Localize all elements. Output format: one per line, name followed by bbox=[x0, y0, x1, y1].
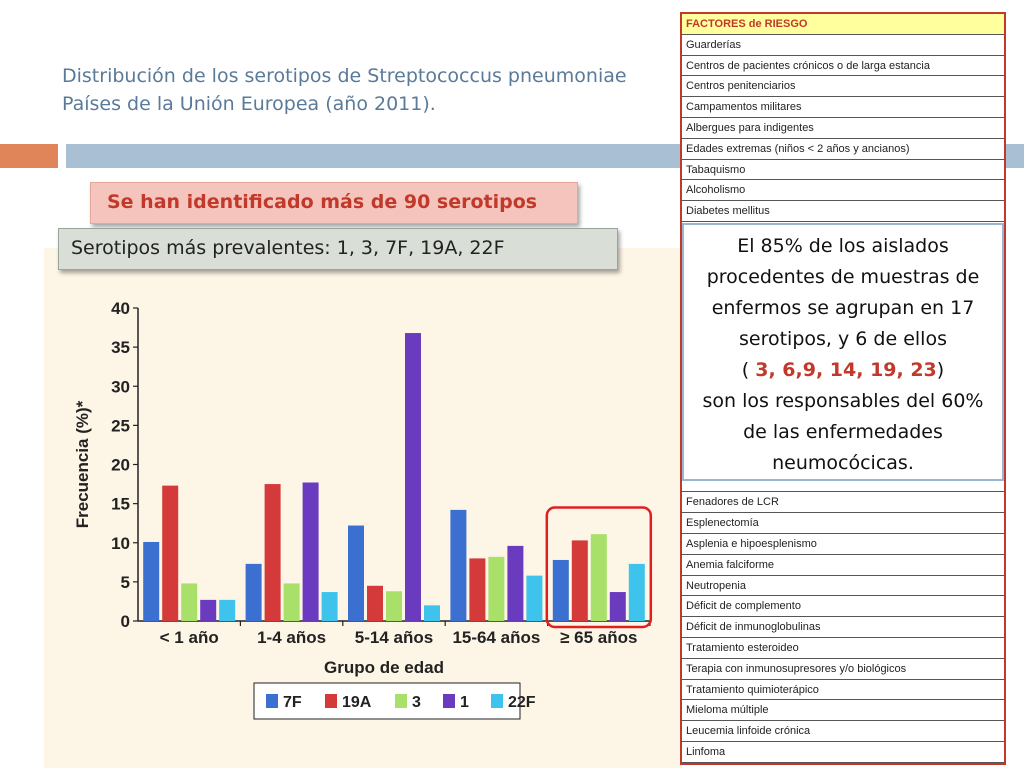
x-tick-label: < 1 año bbox=[159, 628, 219, 647]
bar-19A bbox=[162, 486, 178, 621]
y-tick-label: 0 bbox=[120, 612, 130, 631]
bar-7F bbox=[553, 560, 569, 621]
risk-table-row: Déficit de inmunoglobulinas bbox=[682, 617, 1004, 638]
title-line-2: Países de la Unión Europea (año 2011). bbox=[62, 93, 436, 115]
x-axis-label: Grupo de edad bbox=[324, 658, 444, 677]
legend-swatch-3 bbox=[395, 694, 407, 708]
y-tick-label: 20 bbox=[111, 455, 130, 475]
risk-table-row: Centros de pacientes crónicos o de larga estancia bbox=[682, 56, 1004, 77]
legend-swatch-1 bbox=[443, 694, 455, 708]
summary-line-1: El 85% de los aislados bbox=[737, 235, 949, 257]
prevalent-serotypes-callout: Serotipos más prevalentes: 1, 3, 7F, 19A, 22F bbox=[58, 228, 618, 270]
y-tick-label: 15 bbox=[111, 494, 130, 514]
bar-19A bbox=[367, 586, 383, 621]
summary-paren-open: ( bbox=[741, 359, 756, 381]
bar-19A bbox=[469, 558, 485, 621]
summary-line-5 bbox=[684, 355, 1002, 386]
y-tick-label: 10 bbox=[111, 533, 130, 553]
risk-table-row: Guarderías bbox=[682, 35, 1004, 56]
legend-label-7F: 7F bbox=[283, 694, 302, 711]
legend-label-3: 3 bbox=[412, 694, 421, 711]
legend-swatch-22F bbox=[491, 694, 503, 708]
bar-1 bbox=[405, 333, 421, 621]
legend-label-1: 1 bbox=[460, 694, 469, 711]
risk-table-row: Alcoholismo bbox=[682, 180, 1004, 201]
title-line-1: Distribución de los serotipos de Streptococcus pneumoniae bbox=[62, 65, 627, 87]
bar-22F bbox=[219, 600, 235, 621]
y-tick-label: 40 bbox=[111, 299, 130, 318]
bar-3 bbox=[591, 534, 607, 621]
x-tick-label: 1-4 años bbox=[257, 628, 327, 647]
risk-table-row: Tratamiento quimioterápico bbox=[682, 680, 1004, 701]
summary-line-4: serotipos, y 6 de ellos bbox=[739, 328, 947, 350]
bar-19A bbox=[265, 484, 281, 621]
bar-3 bbox=[386, 591, 402, 621]
y-axis-label: Frecuencia (%)* bbox=[73, 400, 92, 529]
risk-table-header: FACTORES de RIESGO bbox=[682, 14, 1004, 35]
serotype-bar-chart bbox=[58, 288, 658, 748]
bar-22F bbox=[629, 564, 645, 621]
decorative-orange-bar bbox=[0, 144, 58, 168]
summary-paren-close: ) bbox=[936, 359, 945, 381]
bar-7F bbox=[143, 542, 159, 621]
risk-table-row: Déficit de complemento bbox=[682, 596, 1004, 617]
bar-3 bbox=[181, 583, 197, 621]
bar-7F bbox=[348, 526, 364, 621]
bar-7F bbox=[450, 510, 466, 621]
bar-3 bbox=[488, 557, 504, 621]
risk-table-row: Edades extremas (niños < 2 años y ancianos) bbox=[682, 139, 1004, 160]
x-tick-label: 5-14 años bbox=[354, 628, 434, 647]
bar-22F bbox=[424, 605, 440, 621]
bar-7F bbox=[246, 564, 262, 621]
summary-line-7: de las enfermedades bbox=[743, 421, 943, 443]
risk-table-row: Albergues para indigentes bbox=[682, 118, 1004, 139]
risk-table-row: Linfoma bbox=[682, 742, 1004, 763]
bar-1 bbox=[200, 600, 216, 621]
summary-line-2: procedentes de muestras de bbox=[706, 266, 980, 288]
risk-table-row: Tabaquismo bbox=[682, 160, 1004, 181]
risk-table-row: Centros penitenciarios bbox=[682, 76, 1004, 97]
summary-serotype-numbers: 3, 6,9, 14, 19, 23 bbox=[755, 359, 937, 381]
bar-19A bbox=[572, 540, 588, 621]
risk-table-row: Esplenectomía bbox=[682, 513, 1004, 534]
risk-table-row: Fenadores de LCR bbox=[682, 492, 1004, 513]
risk-table-row: Diabetes mellitus bbox=[682, 201, 1004, 222]
summary-line-8: neumocócicas. bbox=[772, 452, 914, 474]
y-tick-label: 5 bbox=[120, 572, 130, 592]
risk-table-row: Leucemia linfoide crónica bbox=[682, 721, 1004, 742]
bar-1 bbox=[303, 482, 319, 621]
x-tick-label: ≥ 65 años bbox=[560, 628, 638, 647]
risk-table-row: Neutropenia bbox=[682, 576, 1004, 597]
risk-table-row: Anemia falciforme bbox=[682, 555, 1004, 576]
bar-1 bbox=[507, 546, 523, 621]
serotypes-count-callout: Se han identificado más de 90 serotipos bbox=[90, 182, 578, 224]
bar-3 bbox=[284, 583, 300, 621]
y-tick-label: 25 bbox=[111, 416, 130, 436]
risk-table-row: Campamentos militares bbox=[682, 97, 1004, 118]
bar-22F bbox=[526, 576, 542, 621]
legend-swatch-19A bbox=[325, 694, 337, 708]
risk-table-row: Asplenia e hipoesplenismo bbox=[682, 534, 1004, 555]
y-tick-label: 35 bbox=[111, 338, 130, 358]
summary-line-6: son los responsables del 60% bbox=[702, 390, 984, 412]
x-tick-label: 15-64 años bbox=[452, 628, 541, 647]
legend-swatch-7F bbox=[266, 694, 278, 708]
serotype-summary-box bbox=[682, 223, 1004, 481]
risk-table-row: Tratamiento esteroideo bbox=[682, 638, 1004, 659]
bar-1 bbox=[610, 592, 626, 621]
slide-title bbox=[62, 62, 627, 118]
risk-table-row: Mieloma múltiple bbox=[682, 700, 1004, 721]
summary-line-3: enfermos se agrupan en 17 bbox=[711, 297, 975, 319]
y-tick-label: 30 bbox=[111, 377, 130, 397]
legend-label-22F: 22F bbox=[508, 694, 536, 711]
legend-label-19A: 19A bbox=[342, 694, 372, 711]
bar-22F bbox=[322, 592, 338, 621]
risk-table-row: Terapia con inmunosupresores y/o biológicos bbox=[682, 659, 1004, 680]
